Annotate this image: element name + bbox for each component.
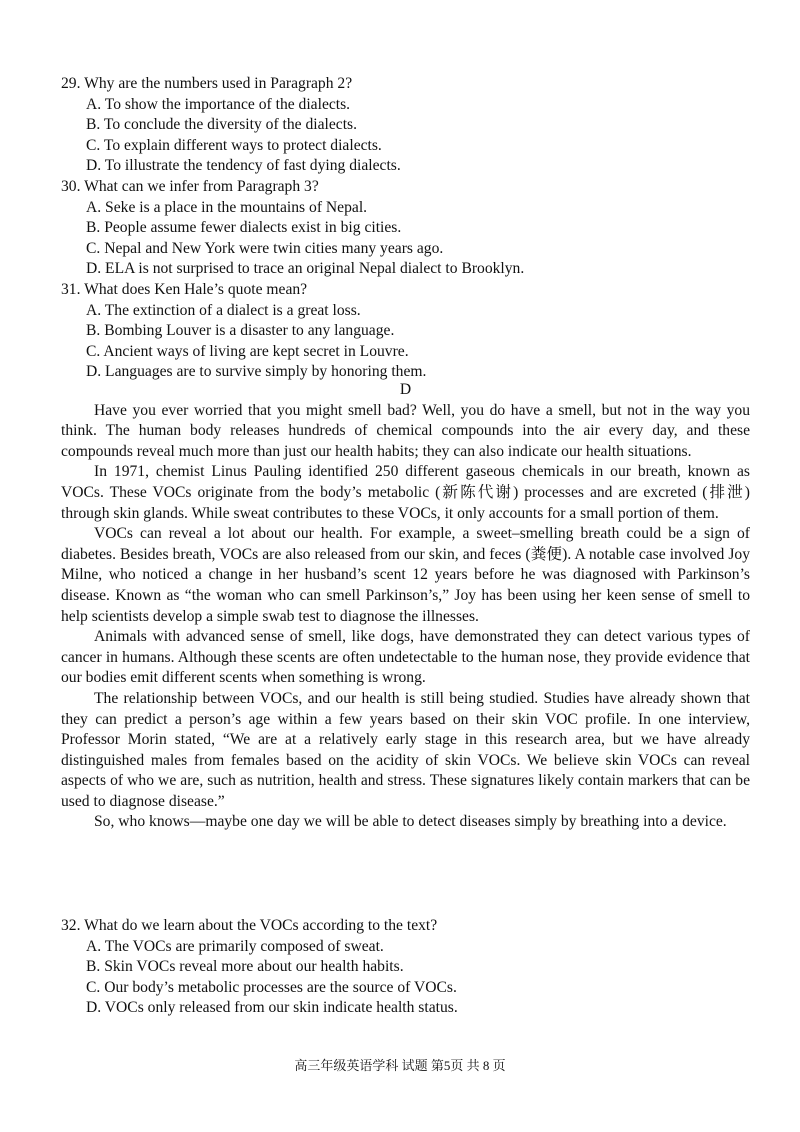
passage-paragraph-3: VOCs can reveal a lot about our health. For example, a sweet–smelling breath could be a sign of diabetes. Besides breath, VOCs are also released from our skin, and feces (粪便). A notable case involved Joy Milne, who noticed a change in her husband’s scent 12 years before he was diagnosed with Parkinson’s disease. Known as “the woman who can smell Parkinson’s,” Joy has been using her keen sense of smell to help scientists develop a simple swab test to diagnose the illnesses.: [61, 525, 750, 625]
passage-paragraph-6: So, who knows—maybe one day we will be able to detect diseases simply by breathing into a device.: [94, 813, 727, 831]
option-d: D. ELA is not surprised to trace an original Nepal dialect to Brooklyn.: [86, 260, 525, 278]
option-b: B. Bombing Louver is a disaster to any language.: [86, 322, 395, 340]
option-b: B. Skin VOCs reveal more about our health habits.: [86, 958, 404, 976]
section-label: D: [399, 381, 412, 398]
option-c: C. Nepal and New York were twin cities many years ago.: [86, 239, 444, 257]
option-d: D. Languages are to survive simply by honoring them.: [86, 363, 427, 381]
passage-paragraph-2: In 1971, chemist Linus Pauling identified 250 different gaseous chemicals in our breath, known as VOCs. These VOCs originate from the body’s metabolic (新陈代谢) processes and are excreted (排泄) through skin glands. While sweat contributes to these VOCs, it only accounts for a small portion of them.: [61, 463, 750, 522]
option-b: B. To conclude the diversity of the dialects.: [86, 116, 358, 134]
passage-d: [61, 380, 750, 833]
question-stem: 31. What does Ken Hale’s quote mean?: [61, 280, 308, 298]
option-a: A. To show the importance of the dialects.: [86, 95, 351, 113]
question-stem: 30. What can we infer from Paragraph 3?: [61, 177, 319, 195]
passage-paragraph-1: Have you ever worried that you might smell bad? Well, you do have a smell, but not in the way you think. The human body releases hundreds of chemical compounds into the air every day, and these compounds reveal much more than just our health habits; they can also indicate our health situations.: [61, 401, 750, 460]
question-32: [61, 916, 750, 1019]
option-a: A. The VOCs are primarily composed of sweat.: [86, 937, 384, 955]
option-b: B. People assume fewer dialects exist in big cities.: [86, 219, 402, 237]
passage-paragraph-4: Animals with advanced sense of smell, like dogs, have demonstrated they can detect various types of cancer in humans. Although these scents are often undetectable to the human nose, they provide evidence that our bodies emit different scents when something is wrong.: [61, 628, 750, 687]
passage-paragraph-5: The relationship between VOCs, and our health is still being studied. Studies have already shown that they can predict a person’s age within a few years based on their skin VOC profile. In one interview, Professor Morin stated, “We are at a relatively early stage in this research area, but we have already distinguished males from females based on the acidity of skin VOCs. We believe skin VOCs can reveal aspects of who we are, such as nutrition, health and stress. These signatures likely contain markers that can be used to diagnose disease.”: [61, 689, 750, 810]
option-c: C. Ancient ways of living are kept secret in Louvre.: [86, 342, 409, 360]
question-stem: 32. What do we learn about the VOCs according to the text?: [61, 917, 438, 934]
option-a: A. Seke is a place in the mountains of Nepal.: [86, 198, 368, 216]
page-footer: 高三年级英语学科 试题 第5页 共 8 页: [294, 1058, 506, 1073]
question-29: [61, 74, 750, 177]
option-a: A. The extinction of a dialect is a great loss.: [86, 301, 361, 319]
question-stem: 29. Why are the numbers used in Paragraph 2?: [61, 75, 353, 92]
option-d: D. VOCs only released from our skin indicate health status.: [86, 999, 458, 1017]
question-30: [61, 177, 750, 280]
questions-29-31: [61, 74, 750, 383]
question-31: [61, 280, 750, 383]
option-c: C. To explain different ways to protect dialects.: [86, 136, 382, 154]
option-c: C. Our body’s metabolic processes are the source of VOCs.: [86, 978, 457, 996]
option-d: D. To illustrate the tendency of fast dying dialects.: [86, 157, 401, 175]
